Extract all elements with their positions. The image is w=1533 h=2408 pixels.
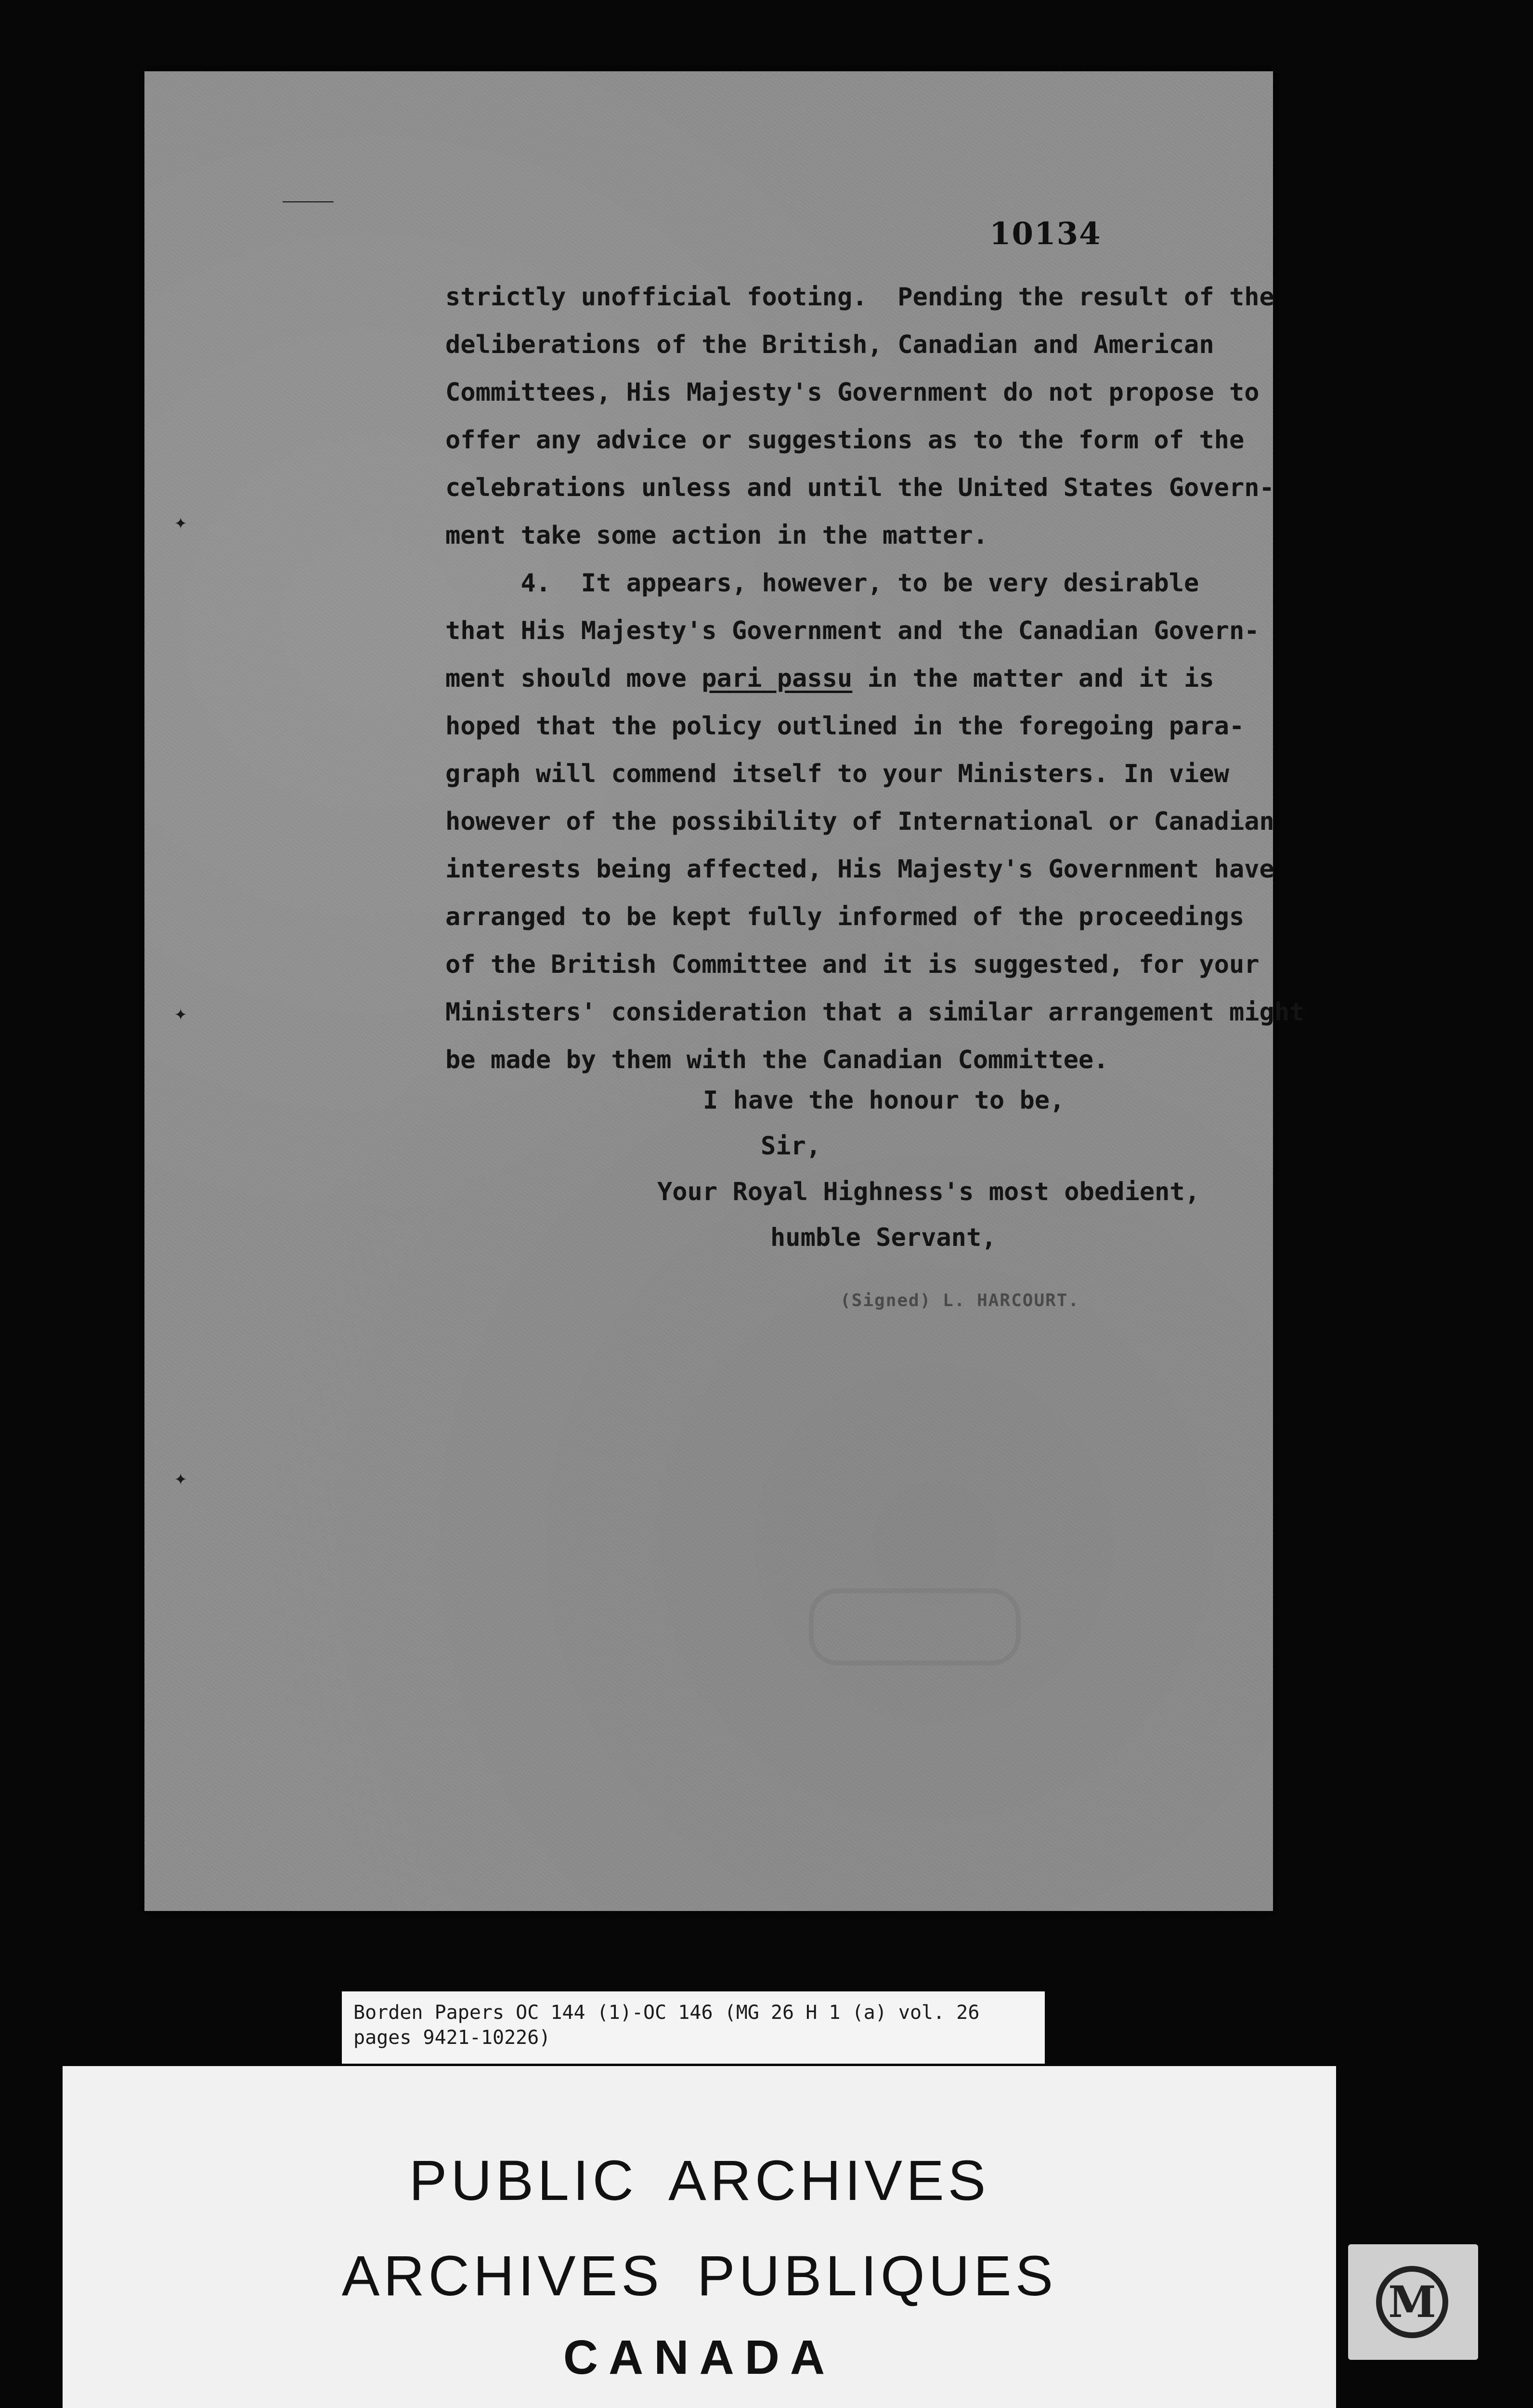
body-line-start: ment should move <box>445 664 702 693</box>
faint-stamp-icon <box>809 1588 1021 1665</box>
signature-stamp: (Signed) L. HARCOURT. <box>840 1291 1080 1310</box>
page-number: 10134 <box>989 216 1102 252</box>
archives-country: CANADA <box>563 2330 836 2384</box>
body-line: be made by them with the Canadian Committee. <box>445 1046 1109 1074</box>
body-line: Committees, His Majesty's Government do not propose to <box>445 378 1260 407</box>
archives-logo-icon: M <box>1376 2266 1448 2338</box>
closing-line: humble Servant, <box>770 1223 997 1252</box>
reference-label <box>342 1991 1045 2064</box>
body-line: of the British Committee and it is suggested, for your <box>445 950 1260 979</box>
body-line <box>445 655 1399 703</box>
body-line: Ministers' consideration that a similar arrangement might <box>445 998 1305 1027</box>
archives-logo <box>1348 2244 1478 2360</box>
hole-mark-icon: ✦ <box>174 510 187 534</box>
closing-line: I have the honour to be, <box>703 1086 1065 1115</box>
letter-body <box>445 274 1399 1084</box>
body-line: strictly unofficial footing. Pending the result of the <box>445 283 1274 312</box>
underlined-phrase: pari passu <box>702 664 853 693</box>
body-line: 4. It appears, however, to be very desirable <box>445 569 1199 598</box>
hole-mark-icon: ✦ <box>174 1001 187 1025</box>
body-line: celebrations unless and until the United States Govern- <box>445 473 1274 502</box>
closing-salutation: Sir, <box>761 1132 821 1161</box>
body-line: graph will commend itself to your Ministers. In view <box>445 759 1229 788</box>
body-line: arranged to be kept fully informed of the proceedings <box>445 903 1245 931</box>
body-line: deliberations of the British, Canadian and American <box>445 330 1214 359</box>
reference-line: Borden Papers OC 144 (1)-OC 146 (MG 26 H 1 (a) vol. 26 <box>353 2002 980 2024</box>
tick-mark-icon: ⸻ <box>282 188 335 213</box>
body-line: that His Majesty's Government and the Canadian Govern- <box>445 616 1260 645</box>
body-line-end: in the matter and it is <box>852 664 1214 693</box>
body-line: offer any advice or suggestions as to the form of the <box>445 426 1245 455</box>
body-line: hoped that the policy outlined in the foregoing para- <box>445 712 1245 741</box>
archives-card <box>63 2066 1336 2408</box>
body-line: ment take some action in the matter. <box>445 521 988 550</box>
archives-title-fr: ARCHIVES PUBLIQUES <box>341 2244 1057 2308</box>
archives-title-en: PUBLIC ARCHIVES <box>409 2149 990 2212</box>
document-page <box>144 71 1305 1911</box>
closing-line: Your Royal Highness's most obedient, <box>657 1178 1200 1206</box>
hole-mark-icon: ✦ <box>174 1466 187 1490</box>
reference-line: pages 9421-10226) <box>353 2027 551 2049</box>
body-line: however of the possibility of International or Canadian <box>445 807 1274 836</box>
body-line: interests being affected, His Majesty's Government have <box>445 855 1274 884</box>
